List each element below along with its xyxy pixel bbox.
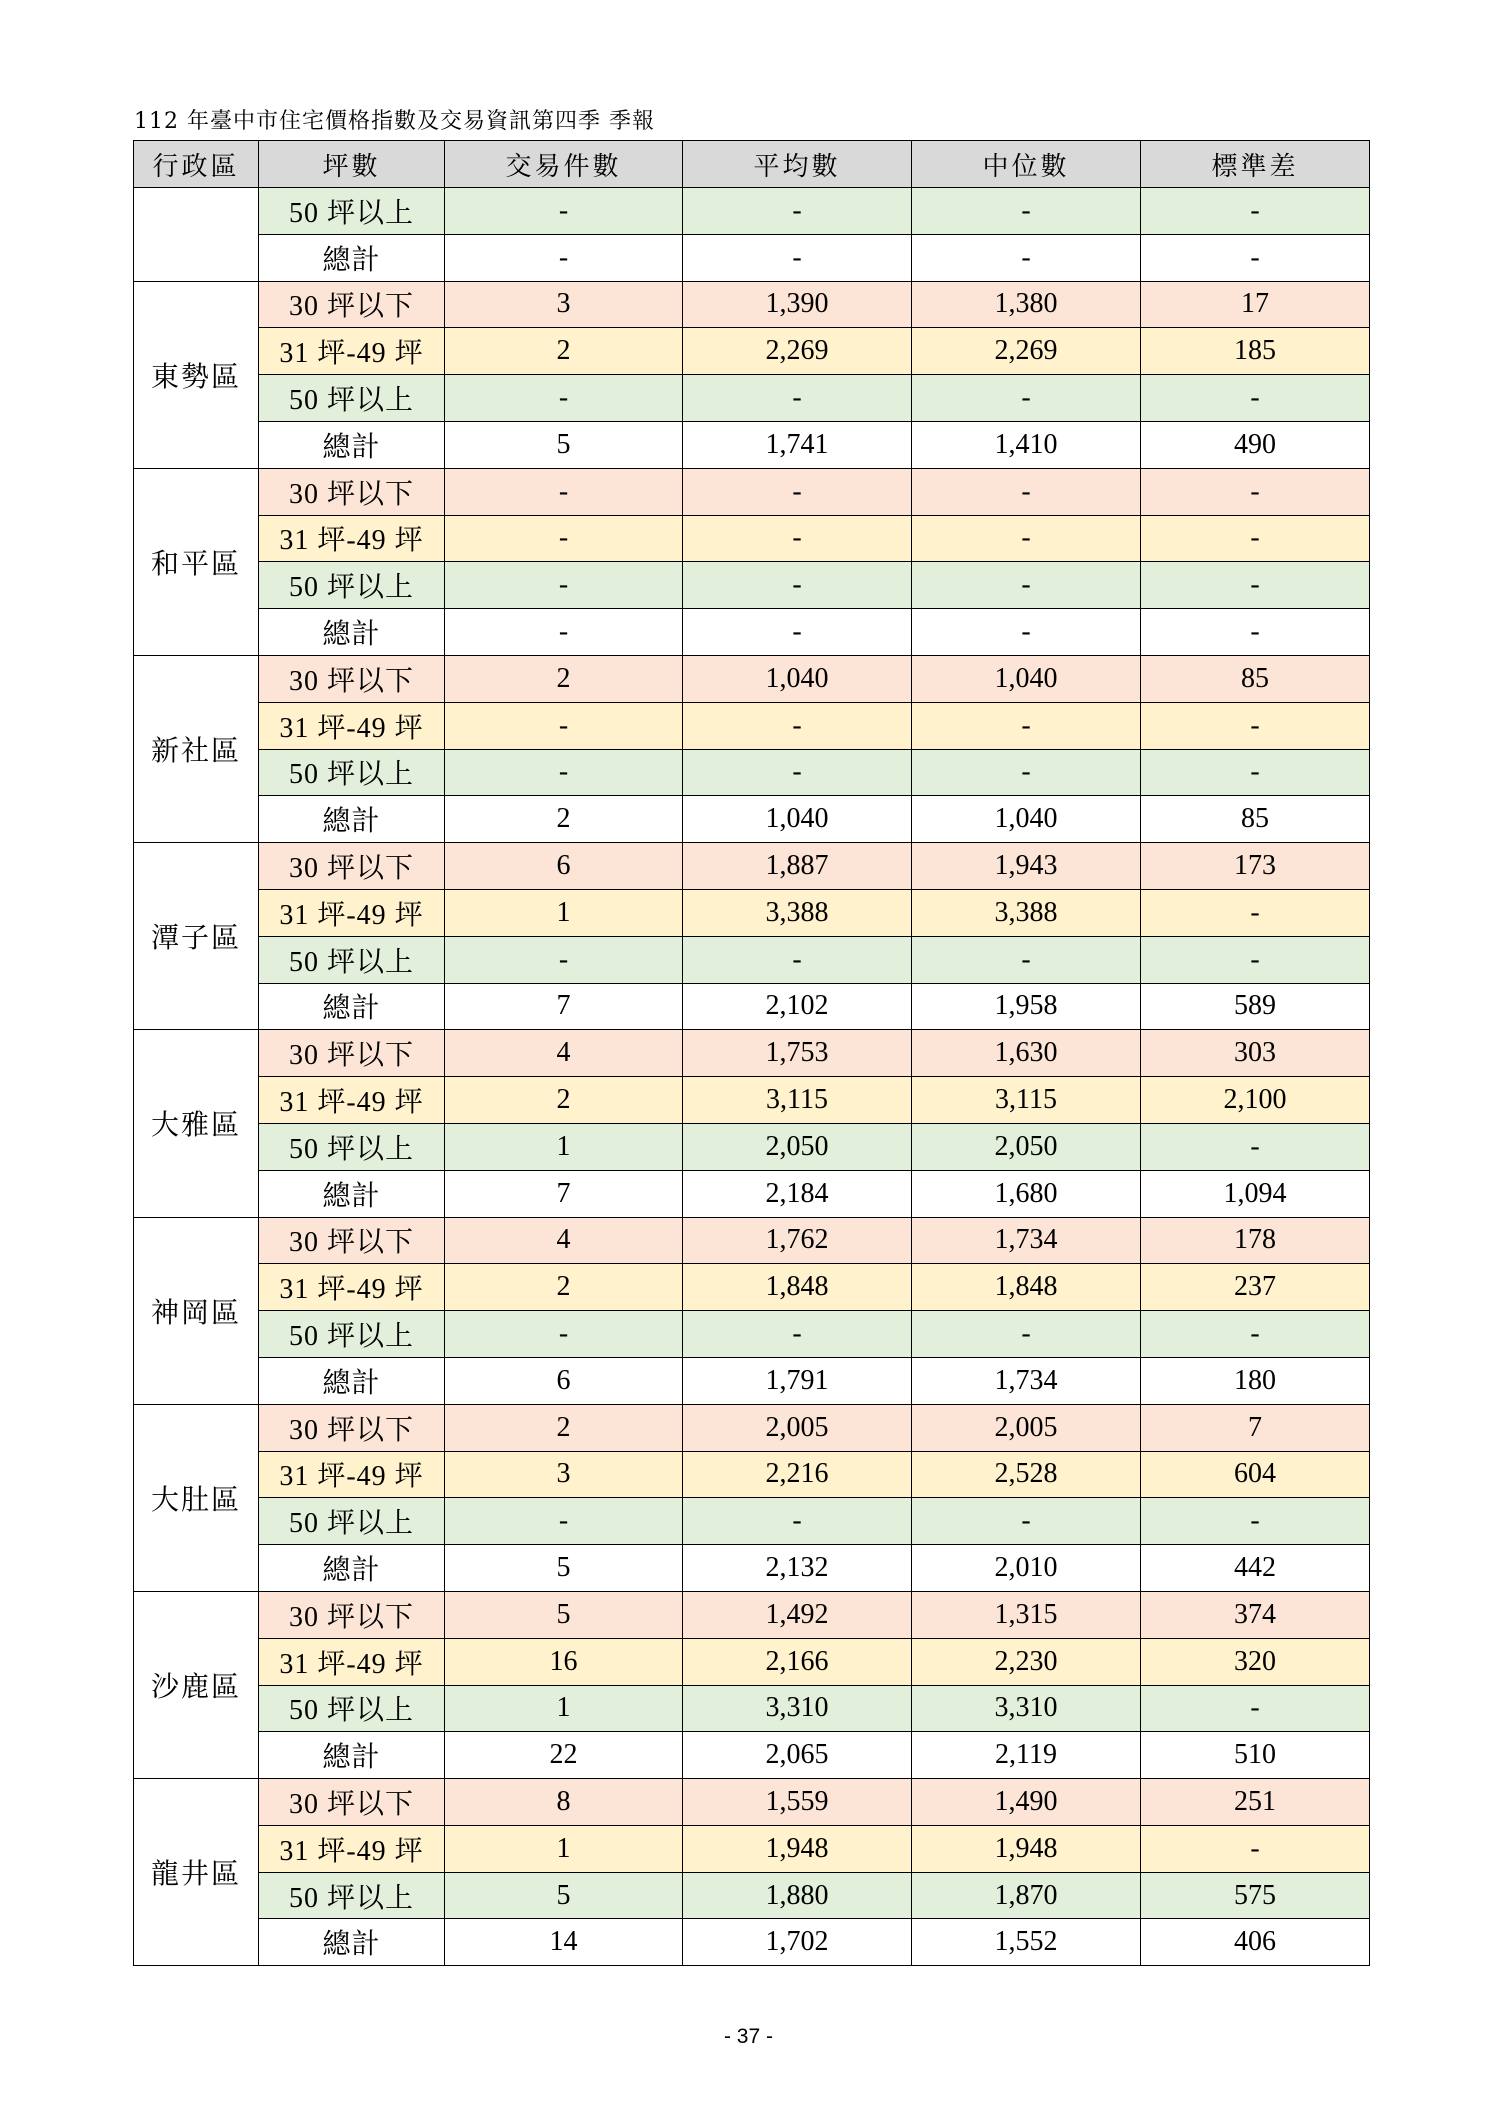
- mean-cell: 1,791: [683, 1357, 912, 1404]
- table-row: [134, 1779, 1370, 1826]
- mean-cell: 1,040: [683, 655, 912, 702]
- size-cell: 30 坪以下: [259, 468, 445, 515]
- median-cell: 1,734: [912, 1357, 1141, 1404]
- median-cell: -: [912, 702, 1141, 749]
- median-cell: 2,119: [912, 1732, 1141, 1779]
- count-cell: 2: [445, 1404, 683, 1451]
- table-row: [134, 328, 1370, 375]
- std-cell: -: [1141, 936, 1370, 983]
- table-row: [134, 702, 1370, 749]
- size-cell: 總計: [259, 609, 445, 656]
- size-cell: 總計: [259, 1170, 445, 1217]
- std-cell: -: [1141, 234, 1370, 281]
- median-cell: 1,490: [912, 1779, 1141, 1826]
- mean-cell: 1,762: [683, 1217, 912, 1264]
- median-cell: -: [912, 609, 1141, 656]
- table-row: [134, 1311, 1370, 1358]
- count-cell: 5: [445, 1872, 683, 1919]
- size-cell: 30 坪以下: [259, 1217, 445, 1264]
- std-cell: -: [1141, 1123, 1370, 1170]
- mean-cell: 1,948: [683, 1825, 912, 1872]
- size-cell: 31 坪-49 坪: [259, 515, 445, 562]
- size-cell: 總計: [259, 1732, 445, 1779]
- size-cell: 50 坪以上: [259, 1872, 445, 1919]
- std-cell: 374: [1141, 1591, 1370, 1638]
- mean-cell: 1,887: [683, 843, 912, 890]
- count-cell: 1: [445, 1685, 683, 1732]
- std-cell: -: [1141, 1825, 1370, 1872]
- table-row: [134, 1872, 1370, 1919]
- header-row: [134, 141, 1370, 188]
- size-cell: 31 坪-49 坪: [259, 1825, 445, 1872]
- std-cell: -: [1141, 188, 1370, 235]
- size-cell: 31 坪-49 坪: [259, 702, 445, 749]
- table-row: [134, 1545, 1370, 1592]
- mean-cell: -: [683, 702, 912, 749]
- size-cell: 31 坪-49 坪: [259, 328, 445, 375]
- size-cell: 總計: [259, 796, 445, 843]
- median-cell: 1,552: [912, 1919, 1141, 1966]
- mean-cell: 2,166: [683, 1638, 912, 1685]
- median-cell: 2,269: [912, 328, 1141, 375]
- median-cell: -: [912, 936, 1141, 983]
- table-row: [134, 1638, 1370, 1685]
- std-cell: 604: [1141, 1451, 1370, 1498]
- size-cell: 50 坪以上: [259, 936, 445, 983]
- median-cell: 1,410: [912, 421, 1141, 468]
- median-cell: 1,734: [912, 1217, 1141, 1264]
- median-cell: 2,230: [912, 1638, 1141, 1685]
- table-row: [134, 1077, 1370, 1124]
- std-cell: -: [1141, 562, 1370, 609]
- report-title: 112 年臺中市住宅價格指數及交易資訊第四季 季報: [134, 109, 655, 134]
- count-cell: -: [445, 515, 683, 562]
- mean-cell: -: [683, 188, 912, 235]
- mean-cell: -: [683, 468, 912, 515]
- std-cell: 303: [1141, 1030, 1370, 1077]
- size-cell: 30 坪以下: [259, 281, 445, 328]
- count-cell: 2: [445, 328, 683, 375]
- table-row: [134, 1825, 1370, 1872]
- mean-cell: -: [683, 609, 912, 656]
- count-cell: -: [445, 234, 683, 281]
- table-row: [134, 281, 1370, 328]
- size-cell: 31 坪-49 坪: [259, 1077, 445, 1124]
- table-row: [134, 889, 1370, 936]
- table-row: [134, 234, 1370, 281]
- std-cell: 406: [1141, 1919, 1370, 1966]
- count-cell: 8: [445, 1779, 683, 1826]
- table-row: [134, 1404, 1370, 1451]
- median-cell: -: [912, 234, 1141, 281]
- median-cell: -: [912, 515, 1141, 562]
- median-cell: 1,943: [912, 843, 1141, 890]
- std-cell: 17: [1141, 281, 1370, 328]
- median-cell: -: [912, 188, 1141, 235]
- median-cell: 1,040: [912, 655, 1141, 702]
- mean-cell: 2,132: [683, 1545, 912, 1592]
- district-cell: 東勢區: [134, 281, 259, 468]
- count-cell: 3: [445, 281, 683, 328]
- median-cell: -: [912, 375, 1141, 422]
- mean-cell: 1,559: [683, 1779, 912, 1826]
- table-row: [134, 1217, 1370, 1264]
- size-cell: 50 坪以上: [259, 375, 445, 422]
- count-cell: 2: [445, 655, 683, 702]
- std-cell: 589: [1141, 983, 1370, 1030]
- table-row: [134, 421, 1370, 468]
- header-median: 中位數: [912, 141, 1141, 188]
- mean-cell: 2,269: [683, 328, 912, 375]
- size-cell: 31 坪-49 坪: [259, 889, 445, 936]
- mean-cell: 1,390: [683, 281, 912, 328]
- mean-cell: 2,216: [683, 1451, 912, 1498]
- median-cell: 1,630: [912, 1030, 1141, 1077]
- count-cell: -: [445, 562, 683, 609]
- table-row: [134, 375, 1370, 422]
- table-row: [134, 1170, 1370, 1217]
- std-cell: 185: [1141, 328, 1370, 375]
- median-cell: 1,680: [912, 1170, 1141, 1217]
- table-row: [134, 468, 1370, 515]
- table-row: [134, 983, 1370, 1030]
- size-cell: 50 坪以上: [259, 1685, 445, 1732]
- mean-cell: -: [683, 515, 912, 562]
- table-row: [134, 1732, 1370, 1779]
- std-cell: -: [1141, 609, 1370, 656]
- mean-cell: 1,040: [683, 796, 912, 843]
- median-cell: 3,115: [912, 1077, 1141, 1124]
- median-cell: 1,315: [912, 1591, 1141, 1638]
- count-cell: 6: [445, 1357, 683, 1404]
- mean-cell: 1,702: [683, 1919, 912, 1966]
- count-cell: 5: [445, 421, 683, 468]
- std-cell: 2,100: [1141, 1077, 1370, 1124]
- std-cell: -: [1141, 515, 1370, 562]
- count-cell: 4: [445, 1217, 683, 1264]
- size-cell: 總計: [259, 1919, 445, 1966]
- count-cell: 5: [445, 1591, 683, 1638]
- table-body: [134, 188, 1370, 1966]
- count-cell: 1: [445, 889, 683, 936]
- header-district: 行政區: [134, 141, 259, 188]
- median-cell: -: [912, 1498, 1141, 1545]
- std-cell: 251: [1141, 1779, 1370, 1826]
- housing-price-table: [133, 140, 1370, 1966]
- mean-cell: 2,102: [683, 983, 912, 1030]
- count-cell: -: [445, 702, 683, 749]
- count-cell: 22: [445, 1732, 683, 1779]
- median-cell: 1,848: [912, 1264, 1141, 1311]
- count-cell: -: [445, 609, 683, 656]
- mean-cell: -: [683, 562, 912, 609]
- median-cell: 1,040: [912, 796, 1141, 843]
- median-cell: -: [912, 749, 1141, 796]
- table-row: [134, 188, 1370, 235]
- table-row: [134, 609, 1370, 656]
- count-cell: -: [445, 936, 683, 983]
- mean-cell: -: [683, 936, 912, 983]
- size-cell: 30 坪以下: [259, 1030, 445, 1077]
- mean-cell: -: [683, 1311, 912, 1358]
- size-cell: 總計: [259, 1545, 445, 1592]
- size-cell: 50 坪以上: [259, 188, 445, 235]
- count-cell: 3: [445, 1451, 683, 1498]
- size-cell: 30 坪以下: [259, 1779, 445, 1826]
- count-cell: 2: [445, 1077, 683, 1124]
- size-cell: 50 坪以上: [259, 749, 445, 796]
- std-cell: 178: [1141, 1217, 1370, 1264]
- size-cell: 30 坪以下: [259, 1591, 445, 1638]
- median-cell: 1,958: [912, 983, 1141, 1030]
- count-cell: -: [445, 749, 683, 796]
- district-cell: 新社區: [134, 655, 259, 842]
- mean-cell: 2,065: [683, 1732, 912, 1779]
- count-cell: 5: [445, 1545, 683, 1592]
- table-row: [134, 1498, 1370, 1545]
- header-count: 交易件數: [445, 141, 683, 188]
- median-cell: -: [912, 562, 1141, 609]
- district-cell: [134, 188, 259, 282]
- size-cell: 50 坪以上: [259, 1123, 445, 1170]
- mean-cell: 2,184: [683, 1170, 912, 1217]
- table-row: [134, 1591, 1370, 1638]
- std-cell: -: [1141, 1685, 1370, 1732]
- size-cell: 31 坪-49 坪: [259, 1638, 445, 1685]
- table-row: [134, 749, 1370, 796]
- size-cell: 31 坪-49 坪: [259, 1451, 445, 1498]
- header-std: 標準差: [1141, 141, 1370, 188]
- size-cell: 總計: [259, 1357, 445, 1404]
- district-cell: 大雅區: [134, 1030, 259, 1217]
- std-cell: 320: [1141, 1638, 1370, 1685]
- district-cell: 沙鹿區: [134, 1591, 259, 1778]
- mean-cell: 1,848: [683, 1264, 912, 1311]
- table-row: [134, 1357, 1370, 1404]
- mean-cell: 1,741: [683, 421, 912, 468]
- count-cell: -: [445, 1498, 683, 1545]
- count-cell: 2: [445, 1264, 683, 1311]
- std-cell: -: [1141, 1311, 1370, 1358]
- median-cell: 2,005: [912, 1404, 1141, 1451]
- district-cell: 神岡區: [134, 1217, 259, 1404]
- mean-cell: 1,880: [683, 1872, 912, 1919]
- table-row: [134, 1264, 1370, 1311]
- count-cell: -: [445, 188, 683, 235]
- count-cell: 16: [445, 1638, 683, 1685]
- mean-cell: 1,492: [683, 1591, 912, 1638]
- count-cell: 1: [445, 1123, 683, 1170]
- std-cell: -: [1141, 468, 1370, 515]
- table-row: [134, 796, 1370, 843]
- table-row: [134, 1919, 1370, 1966]
- count-cell: -: [445, 468, 683, 515]
- header-size: 坪數: [259, 141, 445, 188]
- size-cell: 總計: [259, 234, 445, 281]
- size-cell: 30 坪以下: [259, 843, 445, 890]
- size-cell: 50 坪以上: [259, 1311, 445, 1358]
- size-cell: 30 坪以下: [259, 1404, 445, 1451]
- std-cell: 85: [1141, 655, 1370, 702]
- table-row: [134, 1030, 1370, 1077]
- table-row: [134, 936, 1370, 983]
- std-cell: 510: [1141, 1732, 1370, 1779]
- size-cell: 30 坪以下: [259, 655, 445, 702]
- count-cell: -: [445, 375, 683, 422]
- size-cell: 總計: [259, 983, 445, 1030]
- std-cell: 85: [1141, 796, 1370, 843]
- table-row: [134, 515, 1370, 562]
- table-row: [134, 655, 1370, 702]
- std-cell: 1,094: [1141, 1170, 1370, 1217]
- page-number: - 37 -: [723, 2025, 773, 2048]
- size-cell: 總計: [259, 421, 445, 468]
- mean-cell: 1,753: [683, 1030, 912, 1077]
- size-cell: 31 坪-49 坪: [259, 1264, 445, 1311]
- size-cell: 50 坪以上: [259, 562, 445, 609]
- std-cell: 180: [1141, 1357, 1370, 1404]
- median-cell: 2,050: [912, 1123, 1141, 1170]
- district-cell: 龍井區: [134, 1779, 259, 1966]
- mean-cell: 3,115: [683, 1077, 912, 1124]
- std-cell: -: [1141, 375, 1370, 422]
- std-cell: 575: [1141, 1872, 1370, 1919]
- median-cell: 3,388: [912, 889, 1141, 936]
- count-cell: -: [445, 1311, 683, 1358]
- size-cell: 50 坪以上: [259, 1498, 445, 1545]
- district-cell: 和平區: [134, 468, 259, 655]
- median-cell: 1,948: [912, 1825, 1141, 1872]
- mean-cell: 2,050: [683, 1123, 912, 1170]
- district-cell: 潭子區: [134, 843, 259, 1030]
- table-row: [134, 1685, 1370, 1732]
- count-cell: 2: [445, 796, 683, 843]
- std-cell: 7: [1141, 1404, 1370, 1451]
- std-cell: -: [1141, 749, 1370, 796]
- mean-cell: 2,005: [683, 1404, 912, 1451]
- mean-cell: 3,310: [683, 1685, 912, 1732]
- mean-cell: -: [683, 749, 912, 796]
- std-cell: -: [1141, 1498, 1370, 1545]
- median-cell: 3,310: [912, 1685, 1141, 1732]
- median-cell: -: [912, 468, 1141, 515]
- median-cell: 1,380: [912, 281, 1141, 328]
- median-cell: 1,870: [912, 1872, 1141, 1919]
- std-cell: 442: [1141, 1545, 1370, 1592]
- std-cell: 173: [1141, 843, 1370, 890]
- count-cell: 7: [445, 983, 683, 1030]
- count-cell: 14: [445, 1919, 683, 1966]
- count-cell: 6: [445, 843, 683, 890]
- mean-cell: -: [683, 1498, 912, 1545]
- count-cell: 4: [445, 1030, 683, 1077]
- district-cell: 大肚區: [134, 1404, 259, 1591]
- count-cell: 7: [445, 1170, 683, 1217]
- header-mean: 平均數: [683, 141, 912, 188]
- table-row: [134, 843, 1370, 890]
- median-cell: 2,528: [912, 1451, 1141, 1498]
- std-cell: 490: [1141, 421, 1370, 468]
- table-row: [134, 1123, 1370, 1170]
- mean-cell: -: [683, 234, 912, 281]
- mean-cell: -: [683, 375, 912, 422]
- median-cell: 2,010: [912, 1545, 1141, 1592]
- median-cell: -: [912, 1311, 1141, 1358]
- count-cell: 1: [445, 1825, 683, 1872]
- std-cell: -: [1141, 889, 1370, 936]
- std-cell: 237: [1141, 1264, 1370, 1311]
- table-row: [134, 562, 1370, 609]
- mean-cell: 3,388: [683, 889, 912, 936]
- table-row: [134, 1451, 1370, 1498]
- std-cell: -: [1141, 702, 1370, 749]
